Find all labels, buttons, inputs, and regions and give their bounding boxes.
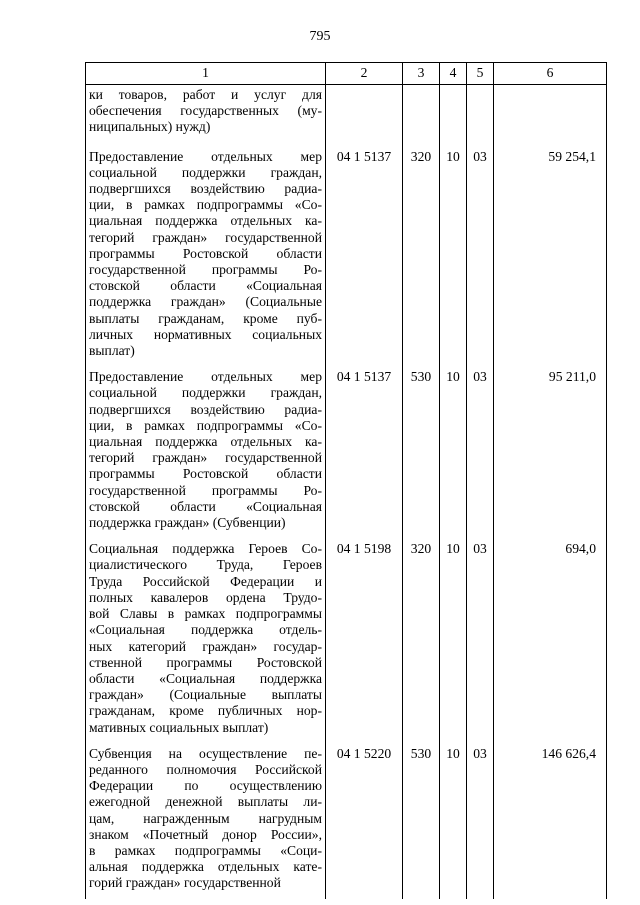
cell-pr: 03 [467, 538, 494, 742]
text-line: программы Ростовской области [89, 466, 322, 482]
text-line: циалистического Труда, Героев [89, 557, 322, 573]
text-line: ных категорий граждан» государ- [89, 638, 322, 654]
header-cell-pr: 5 [467, 63, 494, 85]
header-cell-vr: 3 [403, 63, 440, 85]
text-line: выплаты гражданам, кроме пуб- [89, 310, 322, 326]
cell-name [86, 85, 326, 146]
header-cell-name: 1 [86, 63, 326, 85]
empty-cell [326, 85, 403, 146]
text-line: стовской области «Социальная [89, 278, 322, 294]
budget-table [85, 62, 607, 899]
cell-csr: 04 1 5198 [326, 538, 403, 742]
cell-csr: 04 1 5137 [326, 366, 403, 538]
text-line: ежегодной денежной выплаты ли- [89, 794, 322, 810]
text-line: Предоставление отдельных мер [89, 148, 322, 164]
cell-amount: 95 211,0 [494, 366, 607, 538]
text-line: государственной программы Ро- [89, 262, 322, 278]
cell-rz: 10 [440, 146, 467, 367]
cell-vr: 530 [403, 743, 440, 899]
empty-cell [494, 85, 607, 146]
table-row [86, 366, 607, 538]
text-line: вой Славы в рамках подпрограммы [89, 606, 322, 622]
cell-rz: 10 [440, 538, 467, 742]
text-line: реданного полномочия Российской [89, 761, 322, 777]
text-line: выплат) [89, 343, 135, 359]
cell-rz: 10 [440, 743, 467, 899]
table-row-continuation [86, 85, 607, 146]
cell-csr: 04 1 5137 [326, 146, 403, 367]
table-row [86, 743, 607, 899]
cell-amount: 694,0 [494, 538, 607, 742]
text-line: цам, награжденным нагрудным [89, 810, 322, 826]
table-row [86, 538, 607, 742]
text-line: ственной программы Ростовской [89, 654, 322, 670]
cell-name [86, 538, 326, 742]
text-line: социальной поддержки граждан, [89, 385, 322, 401]
empty-cell [403, 85, 440, 146]
text-line: государственной программы Ро- [89, 482, 322, 498]
text-line: Социальная поддержка Героев Со- [89, 541, 322, 557]
text-line: поддержка граждан» (Социальные [89, 294, 322, 310]
cell-name [86, 146, 326, 367]
text-line: «Социальная поддержка отдель- [89, 622, 322, 638]
text-line: Федерации по осуществлению [89, 778, 322, 794]
text-line: в рамках подпрограммы «Соци- [89, 842, 322, 858]
text-line: тегорий граждан» государственной [89, 229, 322, 245]
text-line: Предоставление отдельных мер [89, 369, 322, 385]
text-line: мативных социальных выплат) [89, 719, 269, 735]
text-line: Субвенция на осуществление пе- [89, 745, 322, 761]
header-cell-amount: 6 [494, 63, 607, 85]
text-line: Труда Российской Федерации и [89, 573, 322, 589]
cell-pr: 03 [467, 366, 494, 538]
table-header-row [86, 63, 607, 85]
text-line: подвергшихся воздействию радиа- [89, 181, 322, 197]
text-line: социальной поддержки граждан, [89, 164, 322, 180]
empty-cell [467, 85, 494, 146]
cell-rz: 10 [440, 366, 467, 538]
text-line: тегорий граждан» государственной [89, 450, 322, 466]
text-line: подвергшихся воздействию радиа- [89, 401, 322, 417]
text-line: полных кавалеров ордена Трудо- [89, 589, 322, 605]
cell-csr: 04 1 5220 [326, 743, 403, 899]
text-line: горий граждан» государственной [89, 875, 281, 891]
header-cell-rz: 4 [440, 63, 467, 85]
text-line: альная поддержка отдельных кате- [89, 859, 322, 875]
cell-vr: 530 [403, 366, 440, 538]
text-line: обеспечения государственных (му- [89, 103, 322, 119]
text-line: ции, в рамках подпрограммы «Со- [89, 197, 322, 213]
cell-pr: 03 [467, 146, 494, 367]
cell-name [86, 366, 326, 538]
text-line: граждан» (Социальные выплаты [89, 687, 322, 703]
cell-amount: 146 626,4 [494, 743, 607, 899]
cell-amount: 59 254,1 [494, 146, 607, 367]
table-row [86, 146, 607, 367]
cell-vr: 320 [403, 538, 440, 742]
cell-vr: 320 [403, 146, 440, 367]
text-line: поддержка граждан» (Субвенции) [89, 515, 286, 531]
text-line: гражданам, кроме публичных нор- [89, 703, 322, 719]
text-line: ниципальных) нужд) [89, 119, 211, 135]
text-line: программы Ростовской области [89, 245, 322, 261]
text-line: ции, в рамках подпрограммы «Со- [89, 417, 322, 433]
cell-name [86, 743, 326, 899]
header-cell-csr: 2 [326, 63, 403, 85]
text-line: стовской области «Социальная [89, 498, 322, 514]
text-line: ки товаров, работ и услуг для [89, 87, 322, 102]
text-line: личных нормативных социальных [89, 326, 322, 342]
empty-cell [440, 85, 467, 146]
cell-pr: 03 [467, 743, 494, 899]
text-line: знаком «Почетный донор России», [89, 826, 322, 842]
page-number: 795 [309, 29, 331, 44]
text-line: циальная поддержка отдельных ка- [89, 213, 322, 229]
text-line: циальная поддержка отдельных ка- [89, 434, 322, 450]
text-line: области «Социальная поддержка [89, 670, 322, 686]
